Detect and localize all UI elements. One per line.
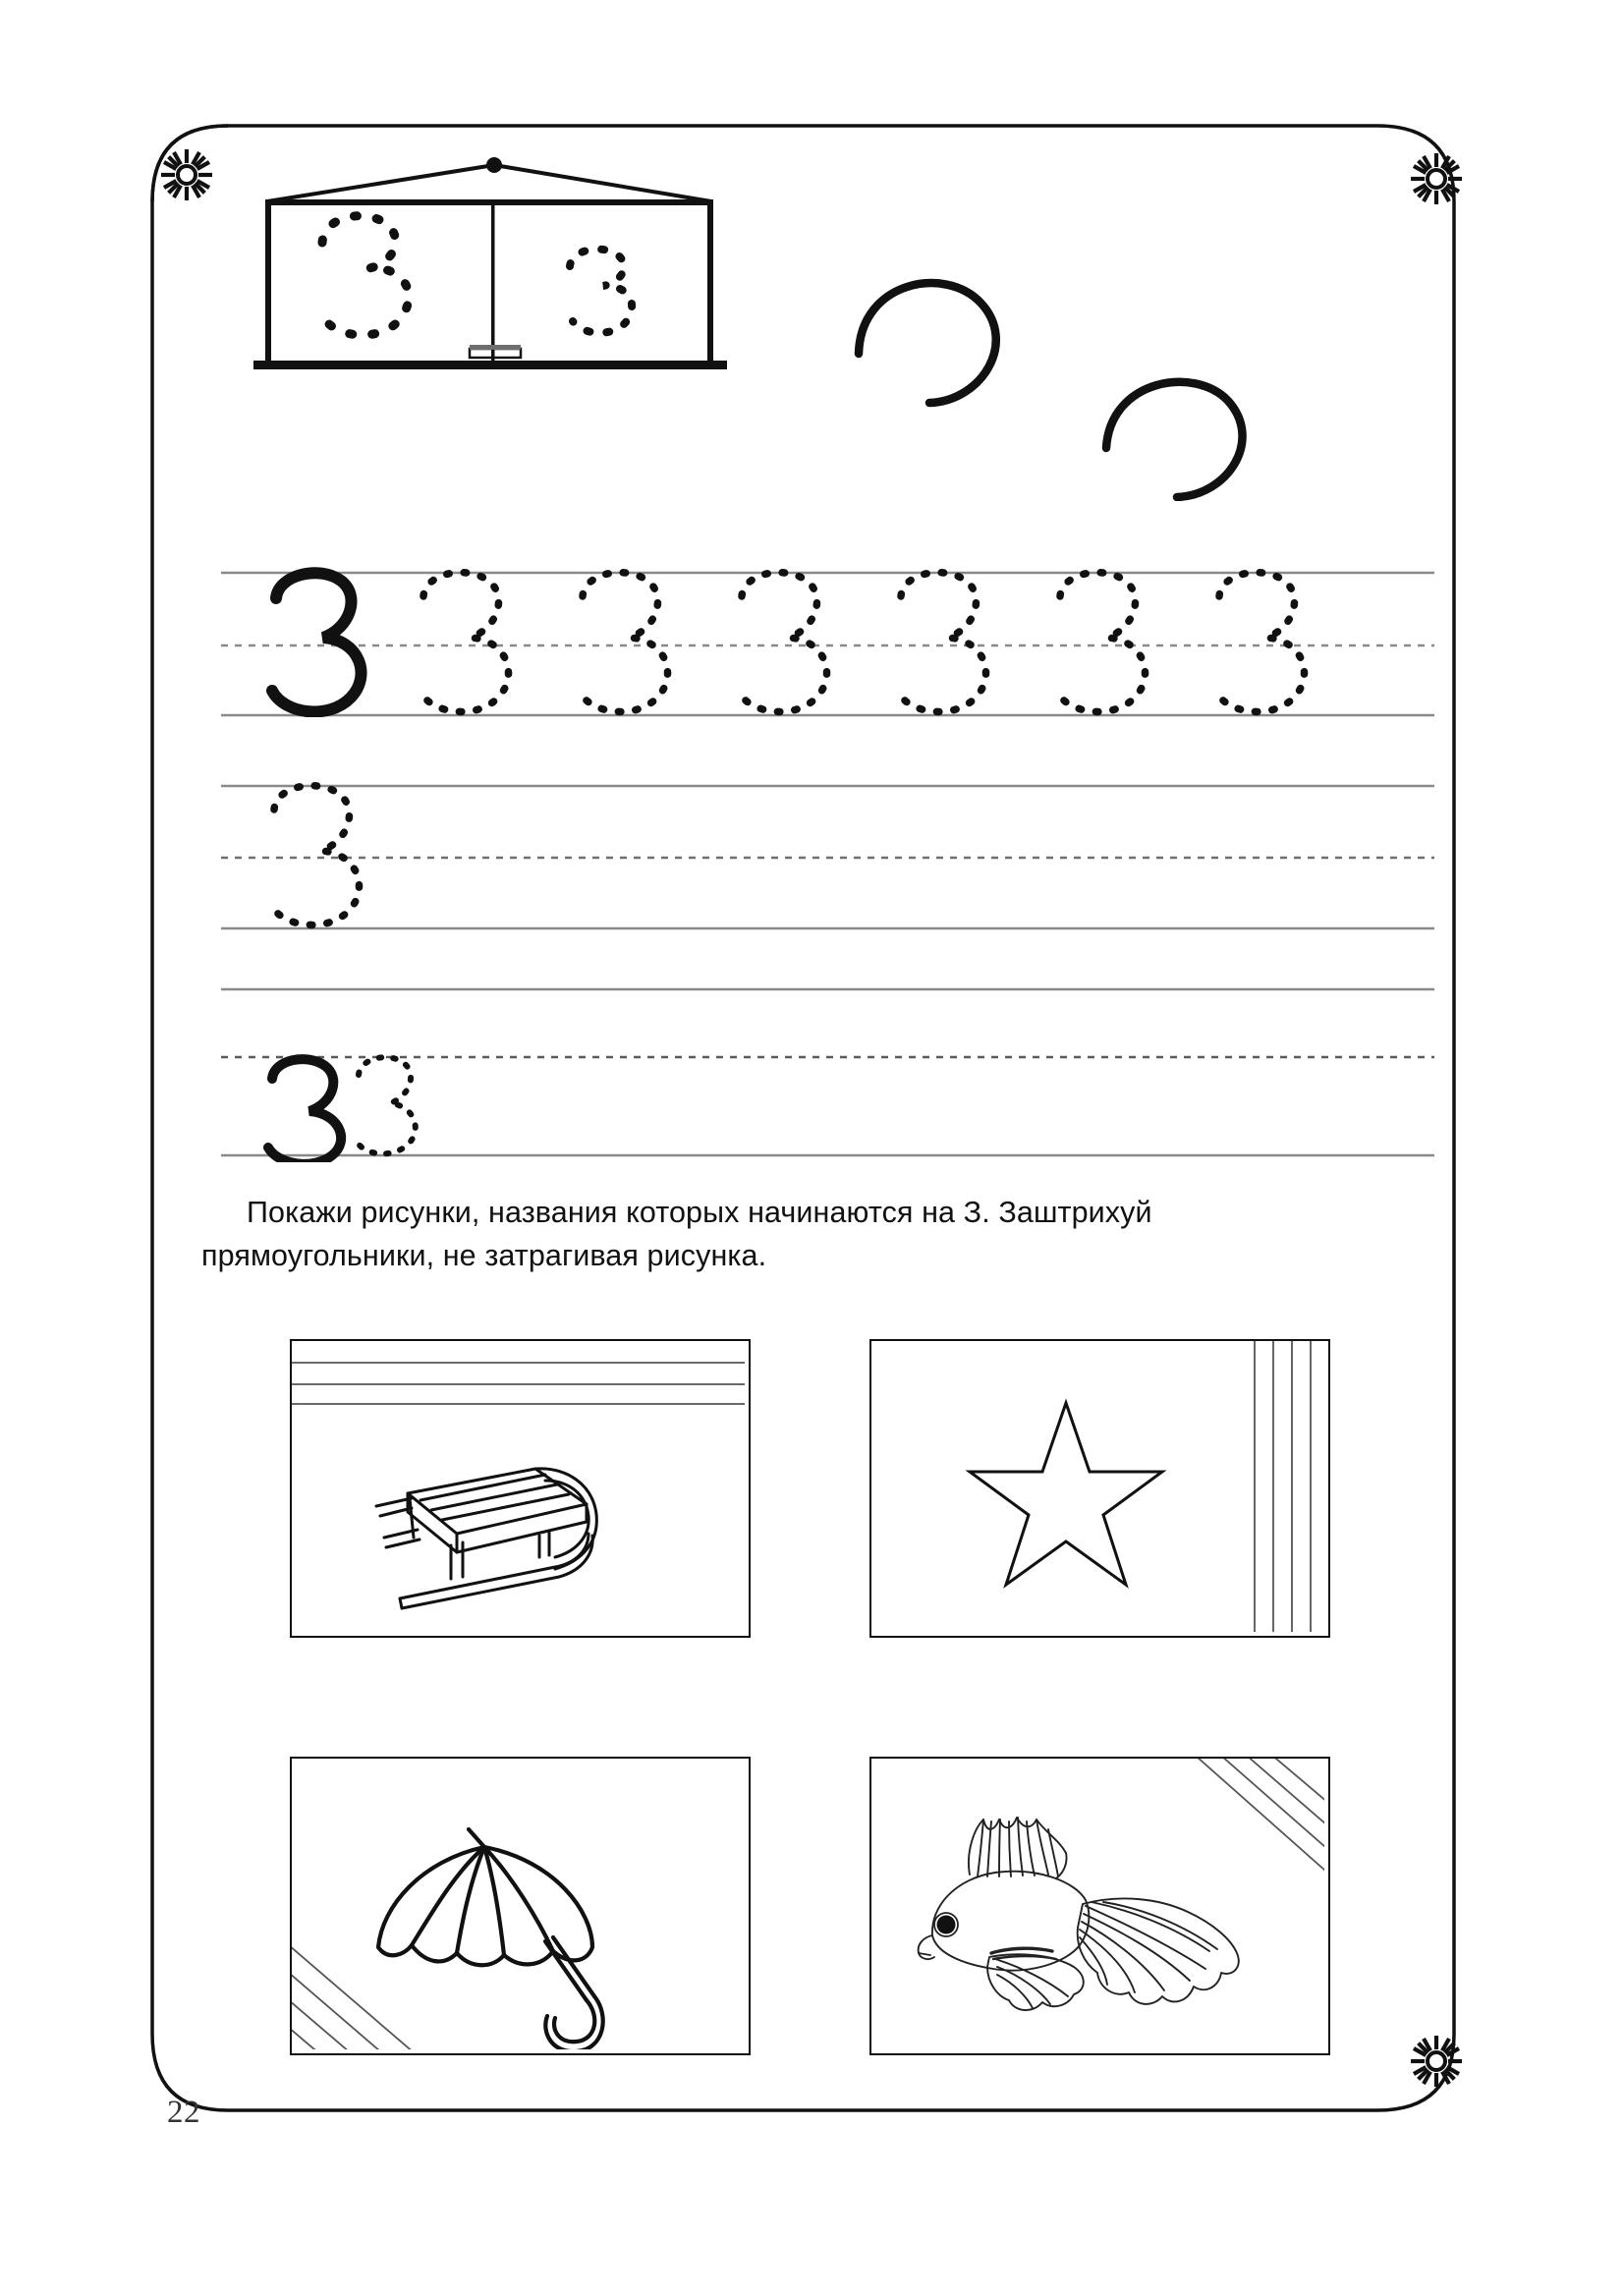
practice-row-4[interactable] <box>221 1049 1434 1162</box>
dotted-letter-lowercase <box>570 250 632 333</box>
sled-icon <box>292 1341 745 1632</box>
goldfish-icon <box>871 1759 1324 2049</box>
sun-asterisk-icon-bottom-right <box>1411 2036 1462 2087</box>
dotted-letter-uppercase <box>322 216 409 335</box>
practice-row-1[interactable] <box>221 555 1434 717</box>
hatching-diagonal <box>292 1939 421 2049</box>
practice-row-2[interactable] <box>221 776 1434 933</box>
page-number: 22 <box>167 2095 200 2130</box>
sun-asterisk-icon-top-right <box>1411 153 1462 204</box>
instruction-text <box>201 1191 1395 1277</box>
tracing-letter-group[interactable] <box>420 573 1305 712</box>
umbrella-icon <box>292 1759 745 2049</box>
canopy-illustration <box>246 152 756 398</box>
picture-box-umbrella[interactable] <box>290 1757 751 2055</box>
instruction-line-2 <box>201 1234 1395 1277</box>
instruction-line-1 <box>201 1191 1395 1234</box>
picture-box-fish[interactable] <box>869 1757 1330 2055</box>
model-letter-solid <box>272 573 362 711</box>
upper-arc-stroke-icon <box>859 283 996 403</box>
practice-row-3[interactable] <box>221 982 1434 994</box>
tracing-letter-group[interactable] <box>270 786 360 925</box>
instruction-line-1-text: Покажи рисунки, названия которых начинаются на З. Заштрихуй <box>247 1196 1152 1229</box>
model-letter-solid-row4 <box>268 1059 341 1162</box>
star-icon <box>871 1341 1324 1632</box>
tracing-letter-lowercase-row4[interactable] <box>356 1057 416 1153</box>
stroke-demo-group <box>835 216 1326 501</box>
lower-arc-stroke-icon <box>1106 382 1243 497</box>
hatching-diagonal <box>1188 1759 1324 1878</box>
picture-box-star[interactable] <box>869 1339 1330 1638</box>
hatching-horizontal <box>292 1363 745 1404</box>
instruction-line-2-text: прямоугольники, не затрагивая рисунка. <box>201 1239 767 1273</box>
picture-box-sled[interactable] <box>290 1339 751 1638</box>
canopy-icon <box>246 152 756 398</box>
hatching-vertical <box>1255 1341 1311 1632</box>
sun-asterisk-icon-top-left <box>161 149 212 200</box>
